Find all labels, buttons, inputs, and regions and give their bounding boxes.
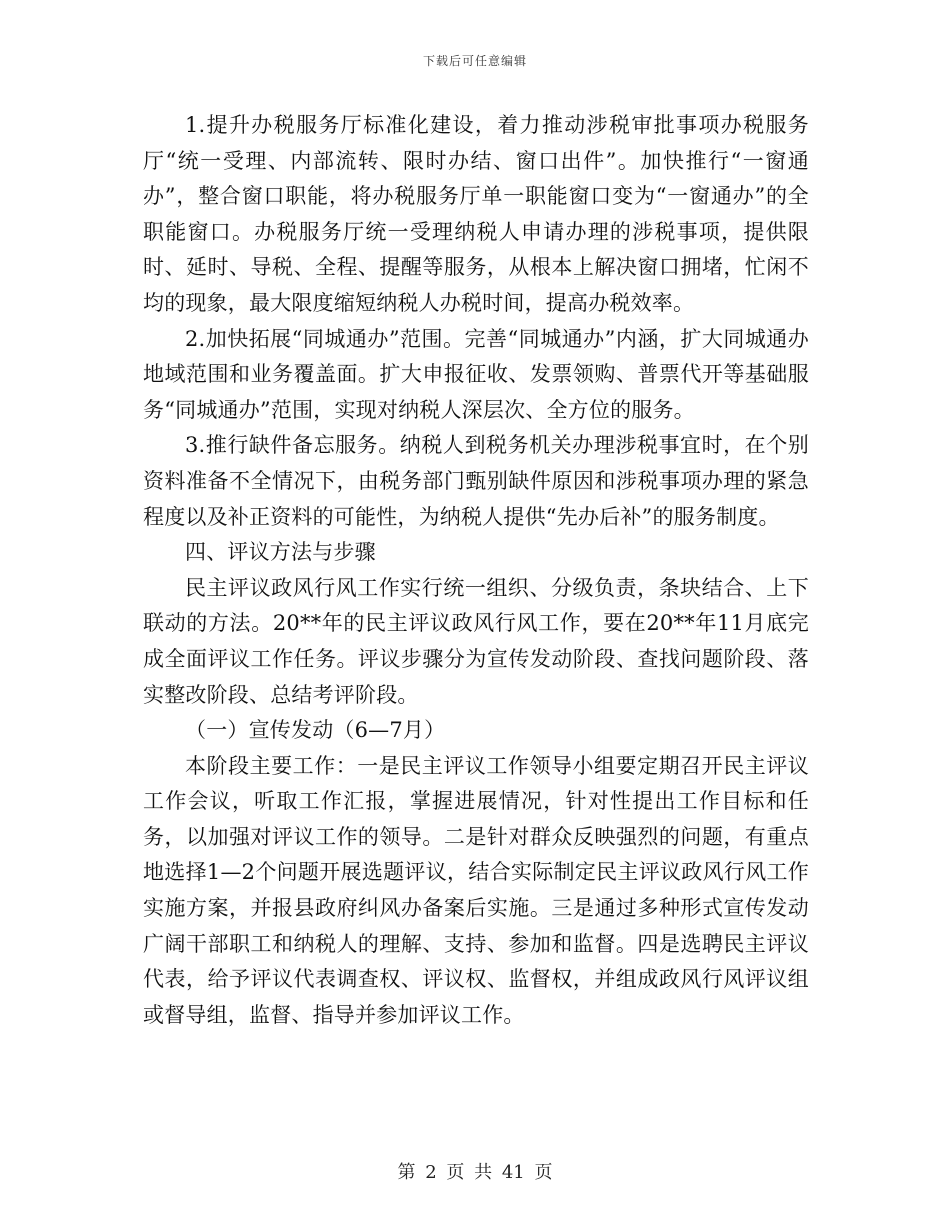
paragraph-method: 民主评议政风行风工作实行统一组织、分级负责，条块结合、上下联动的方法。20**年的民主评议政风行风工作，要在20**年11月底完成全面评议工作任务。评议步骤分为宣传发动阶段、查找问题阶段、落实整改阶段、总结考评阶段。 (143, 575, 809, 707)
section-heading-4: 四、评议方法与步骤 (185, 540, 376, 565)
paragraph-item-1: 1.提升办税服务厅标准化建设，着力推动涉税审批事项办税服务厅“统一受理、内部流转、限时办结、窗口出件”。加快推行“一窗通办”，整合窗口职能，将办税服务厅单一职能窗口变为“一窗通办”的全职能窗口。办税服务厅统一受理纳税人申请办理的涉税事项，提供限时、延时、导税、全程、提醒等服务，从根本上解决窗口拥堵，忙闲不均的现象，最大限度缩短纳税人办税时间，提高办税效率。 (143, 113, 809, 315)
paragraph-item-2: 2.加快拓展“同城通办”范围。完善“同城通办”内涵，扩大同城通办地域范围和业务覆盖面。扩大申报征收、发票领购、普票代开等基础服务“同城通办”范围，实现对纳税人深层次、全方位的服务。 (143, 326, 809, 422)
paragraph-stage-work: 本阶段主要工作：一是民主评议工作领导小组要定期召开民主评议工作会议，听取工作汇报，掌握进展情况，针对性提出工作目标和任务，以加强对评议工作的领导。二是针对群众反映强烈的问题，有重点地选择1—2个问题开展选题评议，结合实际制定民主评议政风行风工作实施方案，并报县政府纠风办备案后实施。三是通过多种形式宣传发动广阔干部职工和纳税人的理解、支持、参加和监督。四是选聘民主评议代表，给予评议代表调查权、评议权、监督权，并组成政风行风评议组或督导组，监督、指导并参加评议工作。 (143, 753, 809, 1027)
page-number: 第 2 页 共 41 页 (397, 1162, 553, 1183)
paragraph-item-3: 3.推行缺件备忘服务。纳税人到税务机关办理涉税事宜时，在个别资料准备不全情况下，由税务部门甄别缺件原因和涉税事项办理的紧急程度以及补正资料的可能性，为纳税人提供“先办后补”的服务制度。 (143, 433, 809, 529)
page-header-note: 下载后可任意编辑 (422, 54, 527, 68)
subsection-heading-1: （一）宣传发动（6—7月） (185, 718, 446, 743)
document-body (143, 108, 809, 1033)
